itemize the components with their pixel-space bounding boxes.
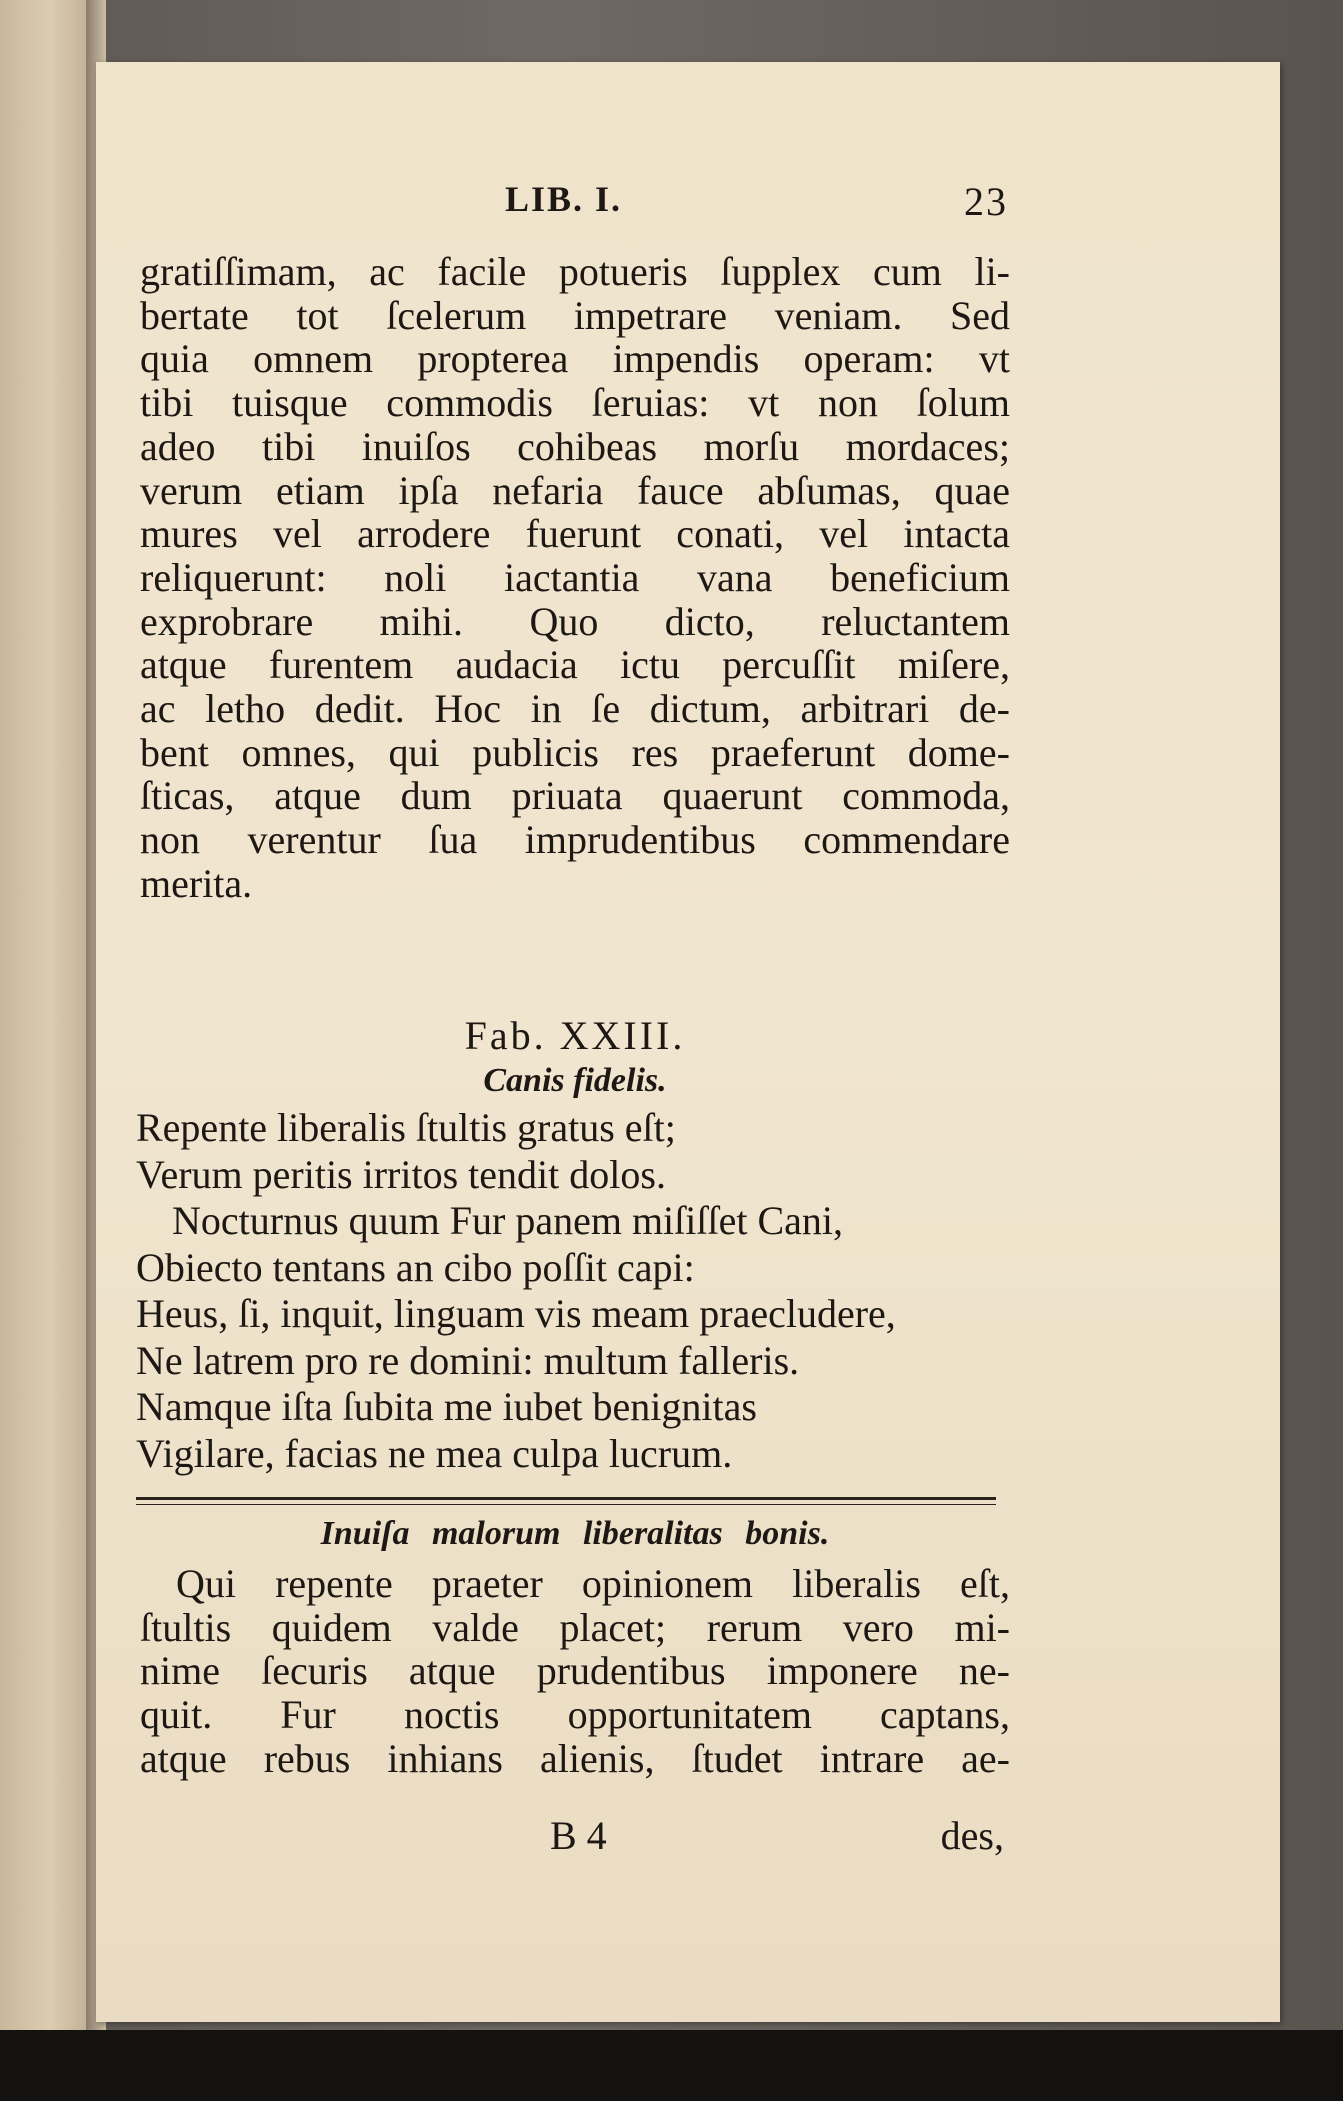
verse-line: Nocturnus quum Fur panem miſiſſet Cani, bbox=[172, 1198, 844, 1243]
verse-line: Ne latrem pro re domini: multum falleris. bbox=[136, 1337, 800, 1383]
facing-page-edge bbox=[0, 0, 94, 2040]
signature-mark: B 4 bbox=[550, 1813, 607, 1858]
body-line: bertate tot ſcelerum impetrare veniam. Sed bbox=[140, 292, 1010, 338]
body-line: ac letho dedit. Hoc in ſe dictum, arbitrari de- bbox=[140, 686, 1010, 732]
scan-bottom-edge bbox=[0, 2030, 1343, 2101]
body-line: atque furentem audacia ictu percuſſit miſere, bbox=[140, 642, 1010, 688]
body-line: tibi tuisque commodis ſeruias: vt non ſolum bbox=[140, 380, 1010, 426]
moral-heading: Inuiſa malorum liberalitas bonis. bbox=[320, 1515, 830, 1552]
verse-line: Namque iſta ſubita me iubet benignitas bbox=[136, 1384, 757, 1429]
verse-line: Repente liberalis ſtultis gratus eſt; bbox=[136, 1105, 676, 1150]
moral-line: Qui repente praeter opinionem liberalis eſt, bbox=[176, 1561, 1010, 1606]
verse-line: Vigilare, facias ne mea culpa lucrum. bbox=[136, 1430, 733, 1476]
catchword: des, bbox=[940, 1813, 1004, 1858]
body-line: adeo tibi inuiſos cohibeas morſu mordaces; bbox=[140, 423, 1010, 469]
moral-line: quit. Fur noctis opportunitatem captans, bbox=[140, 1692, 1010, 1738]
verse-line: Obiecto tentans an cibo poſſit capi: bbox=[136, 1244, 695, 1290]
fable-subtitle: Canis fidelis. bbox=[483, 1062, 667, 1099]
moral-line: atque rebus inhians alienis, ſtudet intrare ae- bbox=[140, 1735, 1010, 1781]
body-line: bent omnes, qui publicis res praeferunt dome- bbox=[140, 729, 1010, 775]
body-line: merita. bbox=[140, 860, 253, 906]
moral-line: nime ſecuris atque prudentibus imponere ne- bbox=[140, 1648, 1010, 1694]
moral-paragraph bbox=[140, 1562, 1010, 1781]
body-line: quia omnem propterea impendis operam: vt bbox=[140, 336, 1010, 382]
fable-verse bbox=[136, 1105, 1016, 1477]
fable-heading: Fab. XXIII. bbox=[464, 1013, 686, 1058]
moral-line: ſtultis quidem valde placet; rerum vero mi- bbox=[140, 1604, 1010, 1650]
running-title: LIB. I. bbox=[505, 179, 623, 219]
body-line: reliquerunt: noli iactantia vana beneficium bbox=[140, 554, 1010, 600]
body-line: ſticas, atque dum priuata quaerunt commoda, bbox=[140, 773, 1010, 819]
section-rule bbox=[136, 1497, 996, 1503]
body-line: verum etiam ipſa nefaria fauce abſumas, quae bbox=[140, 467, 1010, 513]
body-line: exprobrare mihi. Quo dicto, reluctantem bbox=[140, 598, 1010, 644]
body-line: non verentur ſua imprudentibus commendare bbox=[140, 817, 1010, 863]
body-line: mures vel arrodere fuerunt conati, vel intacta bbox=[140, 511, 1010, 557]
body-line: gratiſſimam, ac facile potueris ſupplex cum li- bbox=[140, 249, 1010, 294]
verse-line: Heus, ſi, inquit, linguam vis meam praecludere, bbox=[136, 1291, 896, 1336]
body-paragraph bbox=[140, 250, 1010, 906]
page-footer bbox=[140, 1812, 1010, 1862]
verse-line: Verum peritis irritos tendit dolos. bbox=[136, 1151, 666, 1197]
page-number: 23 bbox=[964, 179, 1008, 224]
running-header bbox=[140, 178, 1010, 228]
section-rule-thin bbox=[136, 1504, 996, 1505]
